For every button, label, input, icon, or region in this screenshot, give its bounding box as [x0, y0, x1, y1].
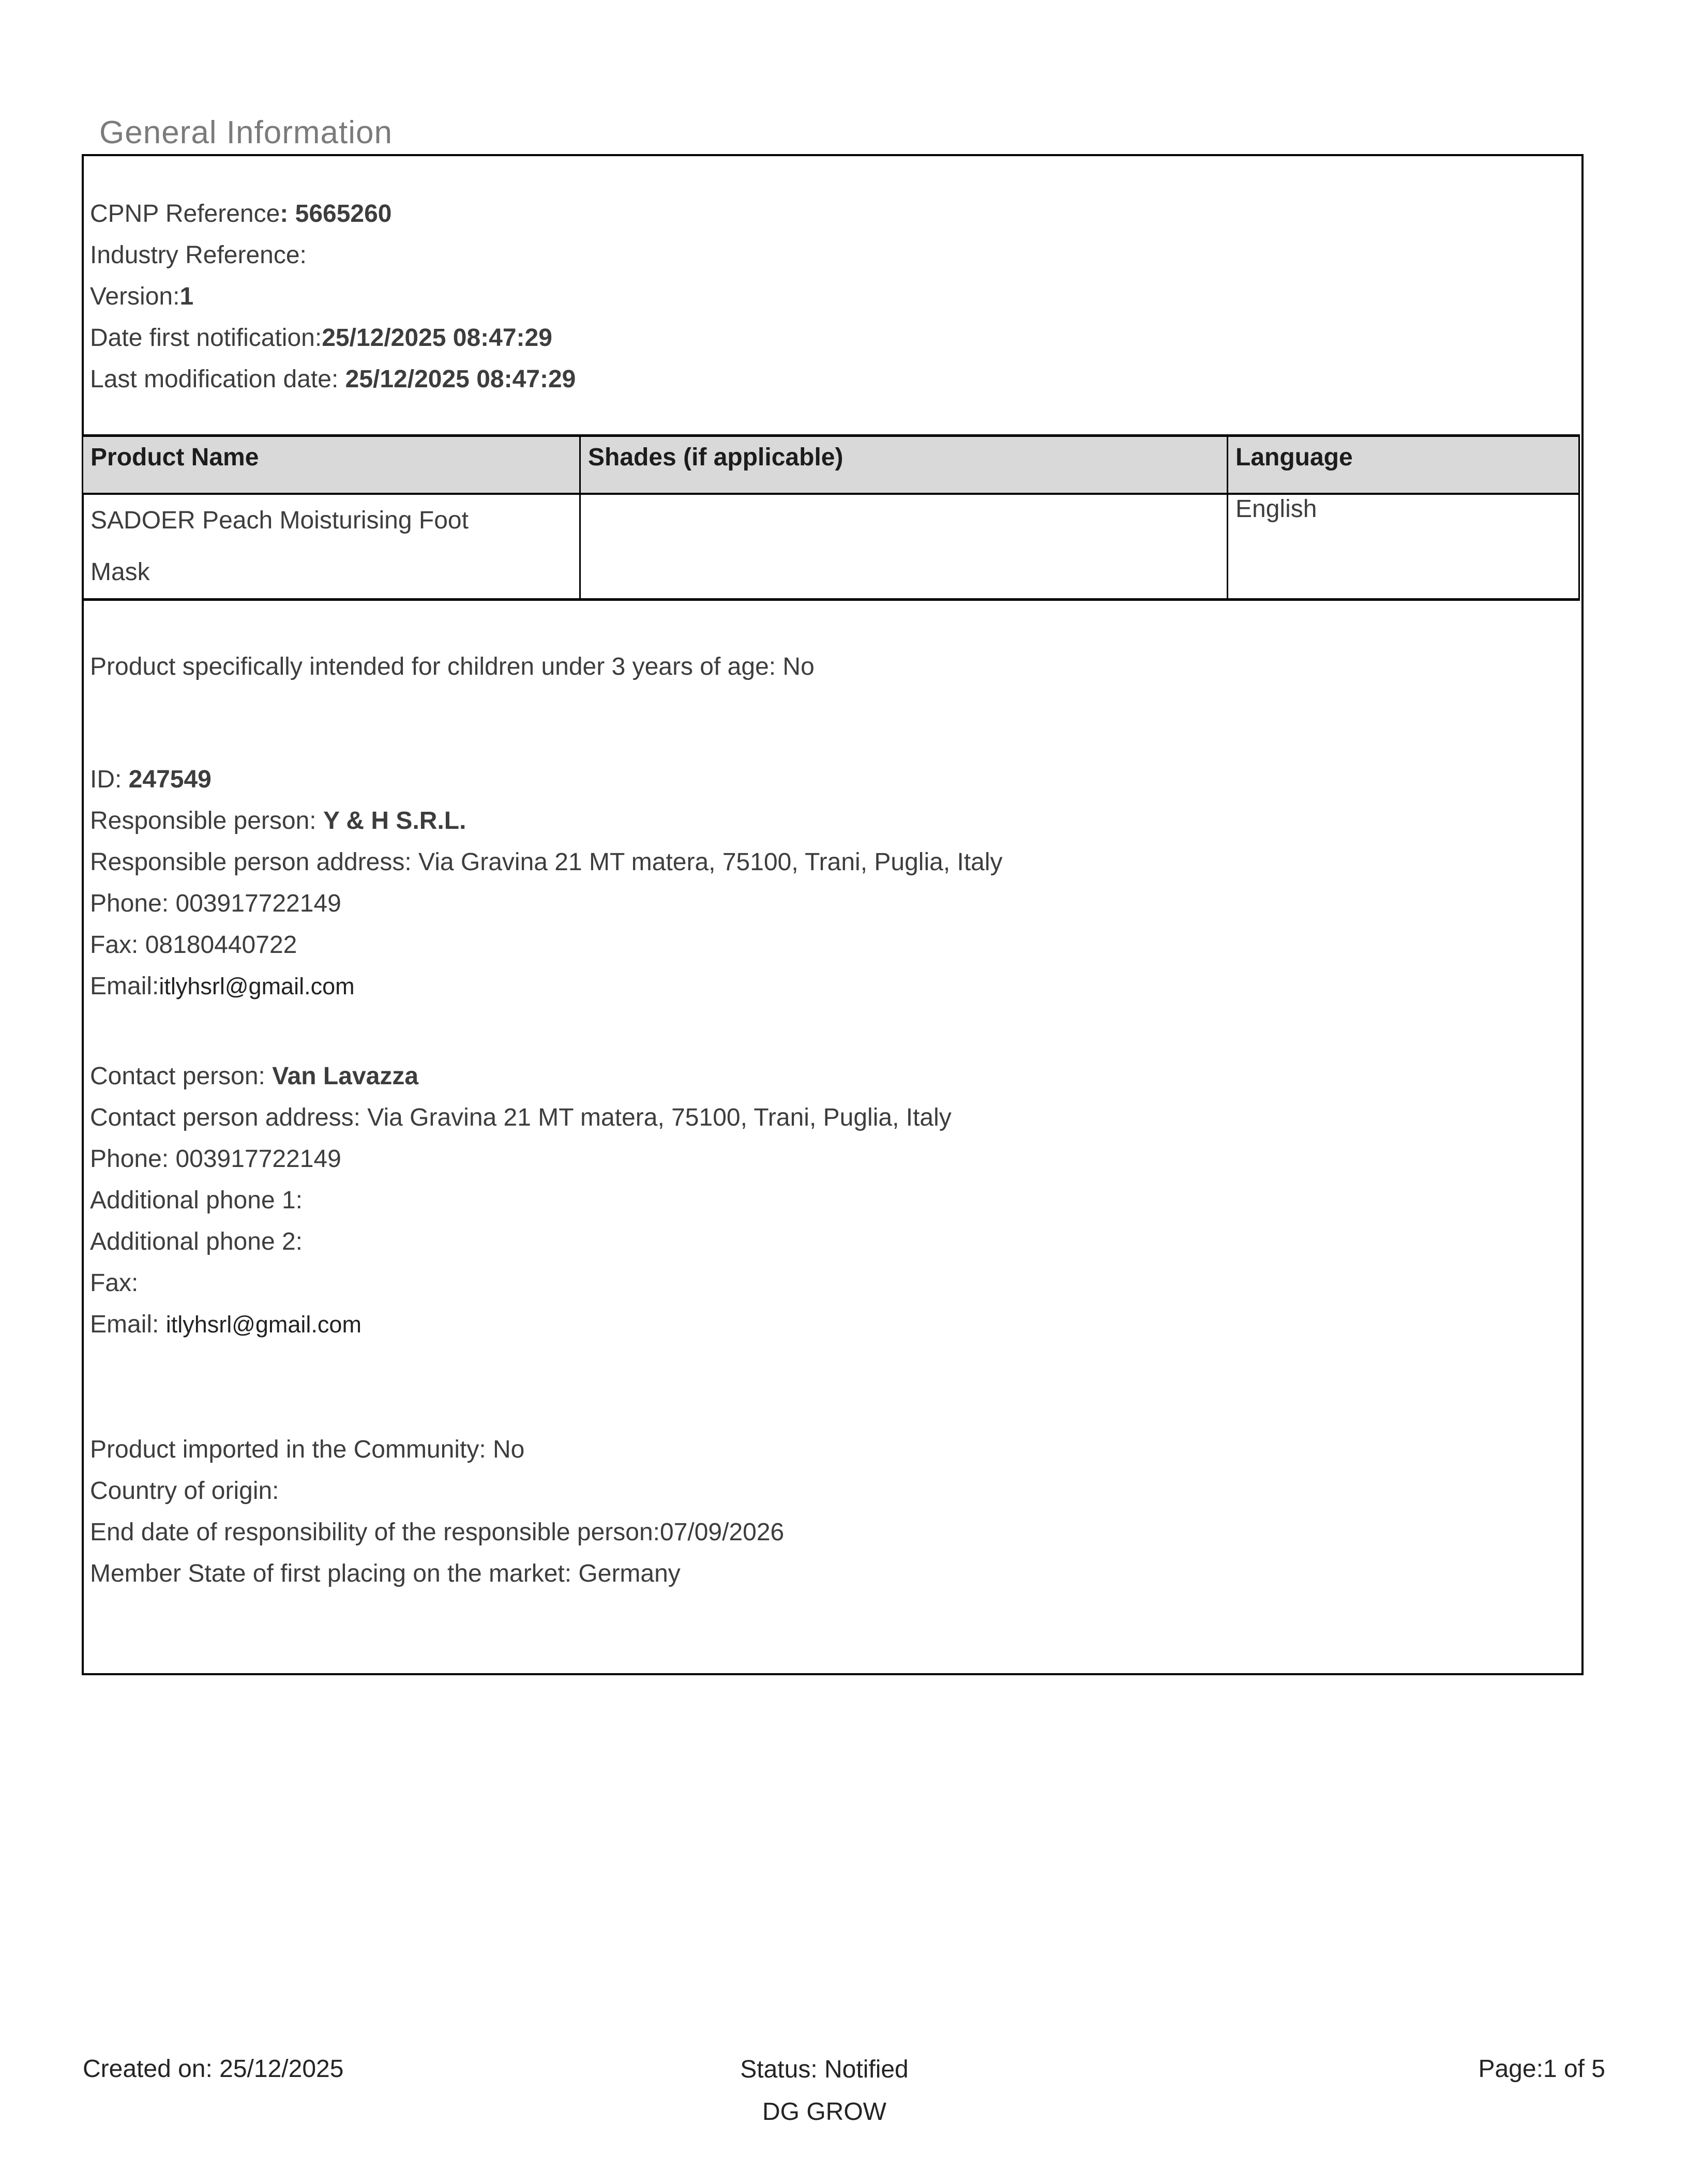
- product-table: [82, 434, 1580, 601]
- field-responsible-person-address: [90, 842, 1575, 883]
- field-date-first-notification: [90, 317, 1575, 359]
- field-label: Email:: [90, 973, 159, 1000]
- field-value: Van Lavazza: [272, 1063, 419, 1090]
- field-label: Contact person address: Via Gravina 21 MT matera, 75100, Trani, Puglia, Italy: [90, 1104, 952, 1131]
- col-header-language: Language: [1228, 436, 1579, 494]
- field-responsible-person: [90, 800, 1575, 842]
- field-value: 25/12/2025 08:47:29: [322, 324, 552, 352]
- field-contact-phone: [90, 1139, 1575, 1180]
- field-last-modification-date: [90, 359, 1575, 400]
- field-label: Email:: [90, 1311, 166, 1338]
- field-label: Phone: 003917722149: [90, 890, 341, 917]
- field-contact-fax: [90, 1263, 1575, 1304]
- cell-product-name: [83, 494, 580, 600]
- table-header-row: [83, 436, 1579, 494]
- field-contact-email: [90, 1304, 1575, 1345]
- field-additional-phone-2: [90, 1221, 1575, 1263]
- product-name-text: SADOER Peach Moisturising Foot Mask: [91, 506, 469, 586]
- field-label: Version:: [90, 283, 180, 310]
- col-header-shades: Shades (if applicable): [580, 436, 1228, 494]
- responsible-person-block: [90, 759, 1575, 1007]
- field-label: Responsible person address: Via Gravina 21 MT matera, 75100, Trani, Puglia, Italy: [90, 848, 1003, 876]
- field-label: Fax:: [90, 1269, 139, 1297]
- field-label: Fax: 08180440722: [90, 931, 297, 959]
- market-info-block: [90, 1429, 1575, 1595]
- field-responsible-email: [90, 966, 1575, 1007]
- email-value: itlyhsrl@gmail.com: [165, 1311, 361, 1338]
- field-contact-person: [90, 1056, 1575, 1097]
- field-id: [90, 759, 1575, 800]
- field-label: Responsible person:: [90, 807, 323, 835]
- field-value: 1: [179, 283, 194, 310]
- field-version: [90, 276, 1575, 317]
- col-header-product-name: Product Name: [83, 436, 580, 494]
- field-label: Industry Reference:: [90, 241, 307, 269]
- field-label: ID:: [90, 766, 129, 793]
- field-label: Contact person:: [90, 1063, 273, 1090]
- notification-meta-block: [90, 193, 1575, 400]
- cell-language: English: [1228, 494, 1579, 600]
- field-value: 247549: [128, 766, 212, 793]
- email-value: itlyhsrl@gmail.com: [159, 973, 355, 999]
- field-label: CPNP Reference: [90, 200, 280, 228]
- field-member-state-first-placing: Member State of first placing on the market: Germany: [90, 1560, 681, 1587]
- field-country-of-origin: Country of origin:: [90, 1477, 279, 1505]
- page-title: General Information: [99, 115, 393, 150]
- field-value: Y & H S.R.L.: [323, 807, 466, 835]
- field-end-date-responsibility: End date of responsibility of the responsible person:07/09/2026: [90, 1519, 785, 1546]
- cell-shades: [580, 494, 1228, 600]
- field-label: Additional phone 1:: [90, 1187, 303, 1214]
- field-label: Phone: 003917722149: [90, 1145, 341, 1173]
- contact-person-block: [90, 1056, 1575, 1345]
- field-cpnp-reference: [90, 193, 1575, 235]
- footer-center: [740, 2049, 909, 2133]
- field-label: Additional phone 2:: [90, 1228, 303, 1255]
- footer-created-on: Created on: 25/12/2025: [83, 2055, 344, 2083]
- field-industry-reference: [90, 235, 1575, 276]
- footer-org: DG GROW: [762, 2098, 886, 2126]
- field-children-under-3: Product specifically intended for children under 3 years of age: No: [90, 653, 815, 680]
- field-value: : 5665260: [280, 200, 392, 228]
- table-row: [83, 494, 1579, 600]
- field-product-imported: Product imported in the Community: No: [90, 1436, 525, 1463]
- footer-status: Status: Notified: [740, 2056, 909, 2083]
- field-contact-person-address: [90, 1097, 1575, 1139]
- field-value: 25/12/2025 08:47:29: [345, 366, 576, 393]
- general-info-box: [82, 154, 1584, 1675]
- field-additional-phone-1: [90, 1180, 1575, 1221]
- footer-page-number: Page:1 of 5: [1478, 2055, 1605, 2083]
- field-responsible-phone: [90, 883, 1575, 924]
- field-label: Date first notification:: [90, 324, 322, 352]
- field-label: Last modification date:: [90, 366, 345, 393]
- field-responsible-fax: [90, 924, 1575, 966]
